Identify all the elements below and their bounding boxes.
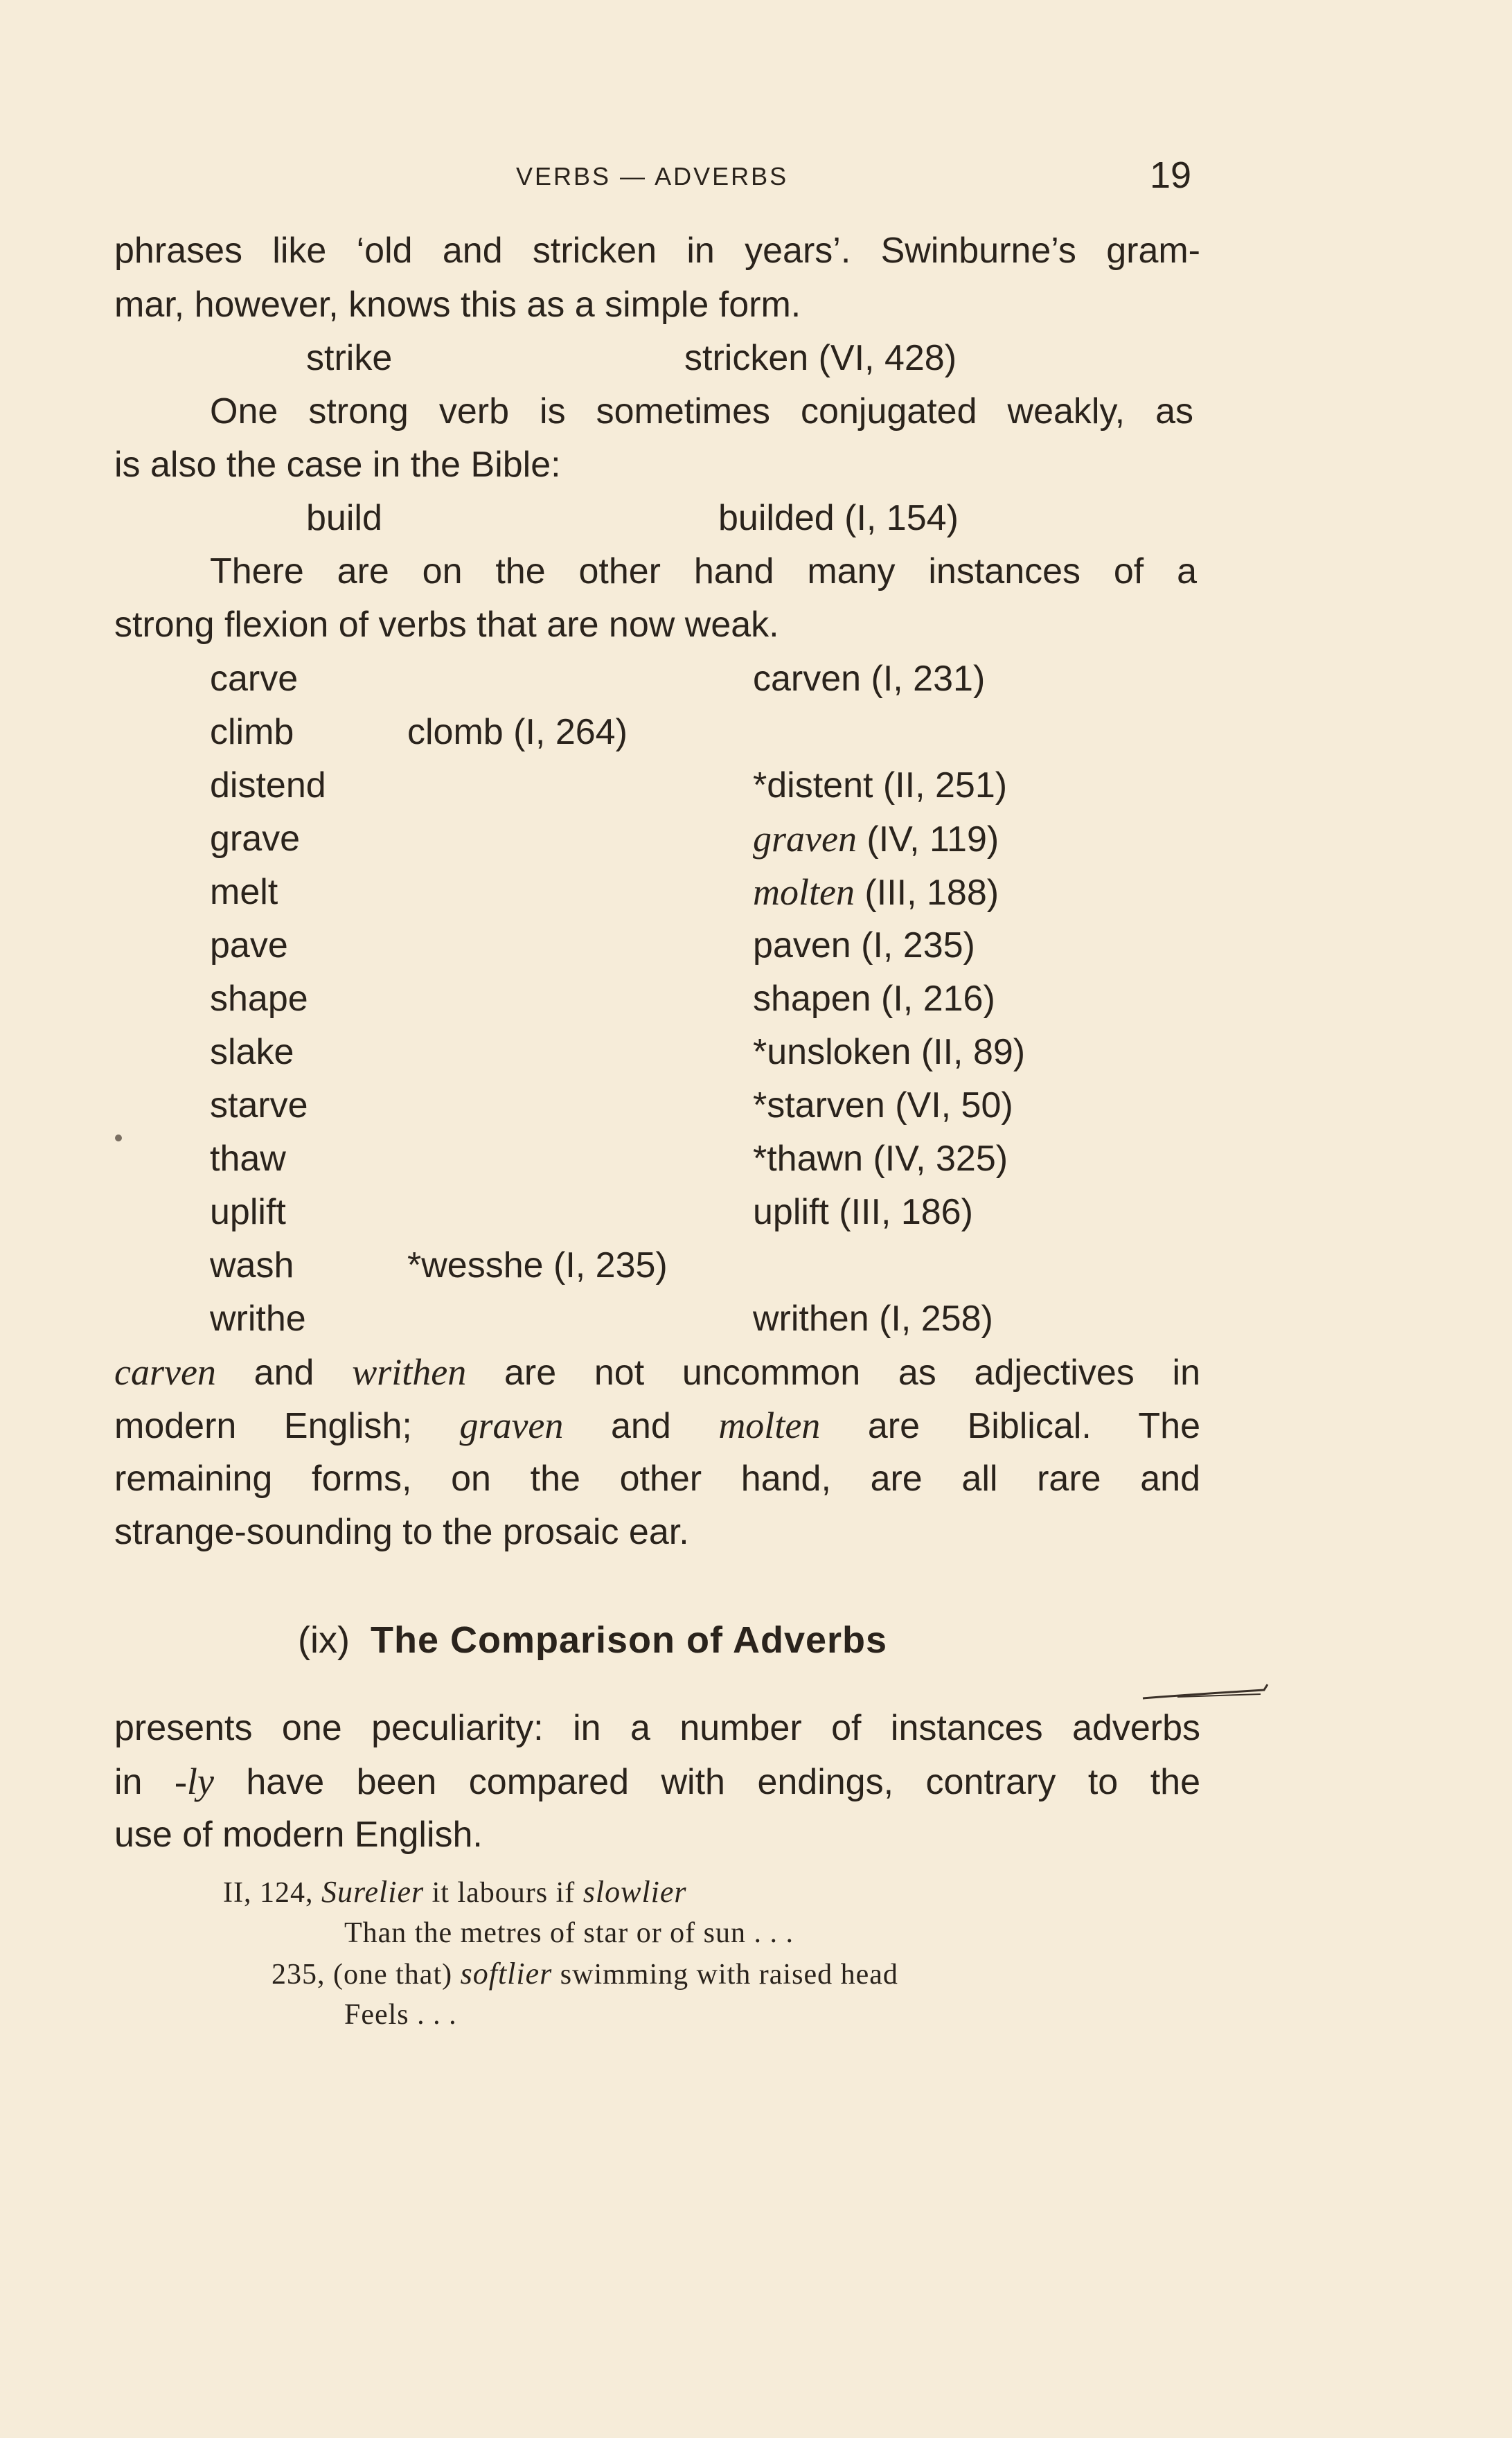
table-participle: writhen (I, 258) [753, 1299, 993, 1339]
table-participle-ref: (III, 188) [854, 873, 999, 913]
para4-line1 [114, 1348, 1200, 1397]
italic-word: carven [114, 1351, 216, 1393]
table-verb: slake [210, 1032, 294, 1072]
running-head [0, 154, 1512, 196]
para1-line2: mar, however, knows this as a simple form. [114, 285, 801, 325]
running-title: VERBS — ADVERBS [516, 162, 789, 190]
text-run: are not uncommon as adjectives in [466, 1353, 1201, 1393]
para4-line2 [114, 1401, 1200, 1450]
para5-line2 [114, 1757, 1200, 1806]
table-verb: uplift [210, 1192, 286, 1232]
para1-line1: phrases like ‘old and stricken in years’. Swinburne’s gram- [114, 231, 1200, 271]
section-heading [298, 1619, 887, 1662]
table-participle: shapen (I, 216) [753, 979, 995, 1019]
table-participle: paven (I, 235) [753, 925, 975, 966]
text-run: in [114, 1762, 175, 1802]
table-verb: starve [210, 1085, 308, 1125]
table-verb: thaw [210, 1139, 286, 1179]
table-participle [753, 815, 999, 864]
example2-verb: build [306, 498, 382, 538]
table-participle: *unsloken (II, 89) [753, 1032, 1026, 1072]
para4-line3: remaining forms, on the other hand, are all rare and [114, 1459, 1200, 1499]
example1-form: stricken (VI, 428) [684, 338, 957, 378]
table-verb: shape [210, 979, 308, 1019]
text-run: it labours if [424, 1877, 583, 1909]
para4-line4: strange-sounding to the prosaic ear. [114, 1512, 689, 1552]
table-participle: *starven (VI, 50) [753, 1085, 1013, 1125]
section-number: (ix) [298, 1619, 350, 1661]
italic-word: graven [459, 1405, 564, 1446]
section-title: The Comparison of Adverbs [370, 1619, 888, 1661]
table-participle: *distent (II, 251) [753, 765, 1008, 806]
quote1-line2: Than the metres of star or of sun . . . [344, 1917, 794, 1949]
table-participle-italic: molten [753, 871, 855, 913]
text-run: (one that) [333, 1959, 461, 1991]
table-preterite: *wesshe (I, 235) [407, 1245, 668, 1285]
table-participle: *thawn (IV, 325) [753, 1139, 1008, 1179]
para5-line3: use of modern English. [114, 1815, 483, 1855]
table-verb: melt [210, 872, 278, 912]
example1-verb: strike [306, 338, 393, 378]
page-number: 19 [1150, 154, 1192, 196]
margin-speck [115, 1135, 122, 1141]
para2-line2: is also the case in the Bible: [114, 445, 561, 485]
text-run: have been compared with endings, contrary to the [213, 1762, 1200, 1802]
table-verb: pave [210, 925, 288, 966]
italic-word: Surelier [321, 1875, 425, 1909]
text-run: are Biblical. The [820, 1406, 1201, 1446]
text-run: modern English; [114, 1406, 460, 1446]
example2-form: builded (I, 154) [718, 498, 959, 538]
table-verb: writhe [210, 1299, 306, 1339]
table-verb: wash [210, 1245, 294, 1285]
para3-line2: strong flexion of verbs that are now weak. [114, 605, 779, 645]
quote-reference: II, 124, [223, 1877, 314, 1909]
table-verb: climb [210, 712, 294, 752]
table-participle-italic: graven [753, 818, 857, 860]
table-verb: grave [210, 819, 301, 859]
table-preterite: clomb (I, 264) [407, 712, 628, 752]
para5-line1: presents one peculiarity: in a number of instances adverbs [114, 1708, 1200, 1748]
table-verb: distend [210, 765, 326, 806]
para3-line1: There are on the other hand many instances of a [210, 551, 1197, 591]
italic-word: softlier [460, 1957, 553, 1991]
italic-word: molten [718, 1405, 821, 1446]
table-verb: carve [210, 659, 299, 699]
italic-word: slowlier [582, 1875, 687, 1909]
italic-word: -ly [174, 1761, 214, 1802]
quote2-line2: Feels . . . [344, 1999, 457, 2031]
table-participle: carven (I, 231) [753, 659, 986, 699]
quote-reference: 235, [272, 1959, 326, 1991]
quote1-line1 [223, 1872, 687, 1913]
text-run: and [215, 1353, 353, 1393]
para2-line1: One strong verb is sometimes conjugated weakly, as [210, 391, 1193, 431]
italic-word: writhen [352, 1351, 467, 1393]
ink-mark [1136, 1683, 1274, 1704]
table-participle [753, 868, 999, 917]
table-participle: uplift (III, 186) [753, 1192, 973, 1232]
quote2-line1 [272, 1954, 898, 1995]
text-run: swimming with raised head [552, 1959, 898, 1991]
text-run: and [563, 1406, 719, 1446]
table-participle-ref: (IV, 119) [856, 819, 999, 860]
